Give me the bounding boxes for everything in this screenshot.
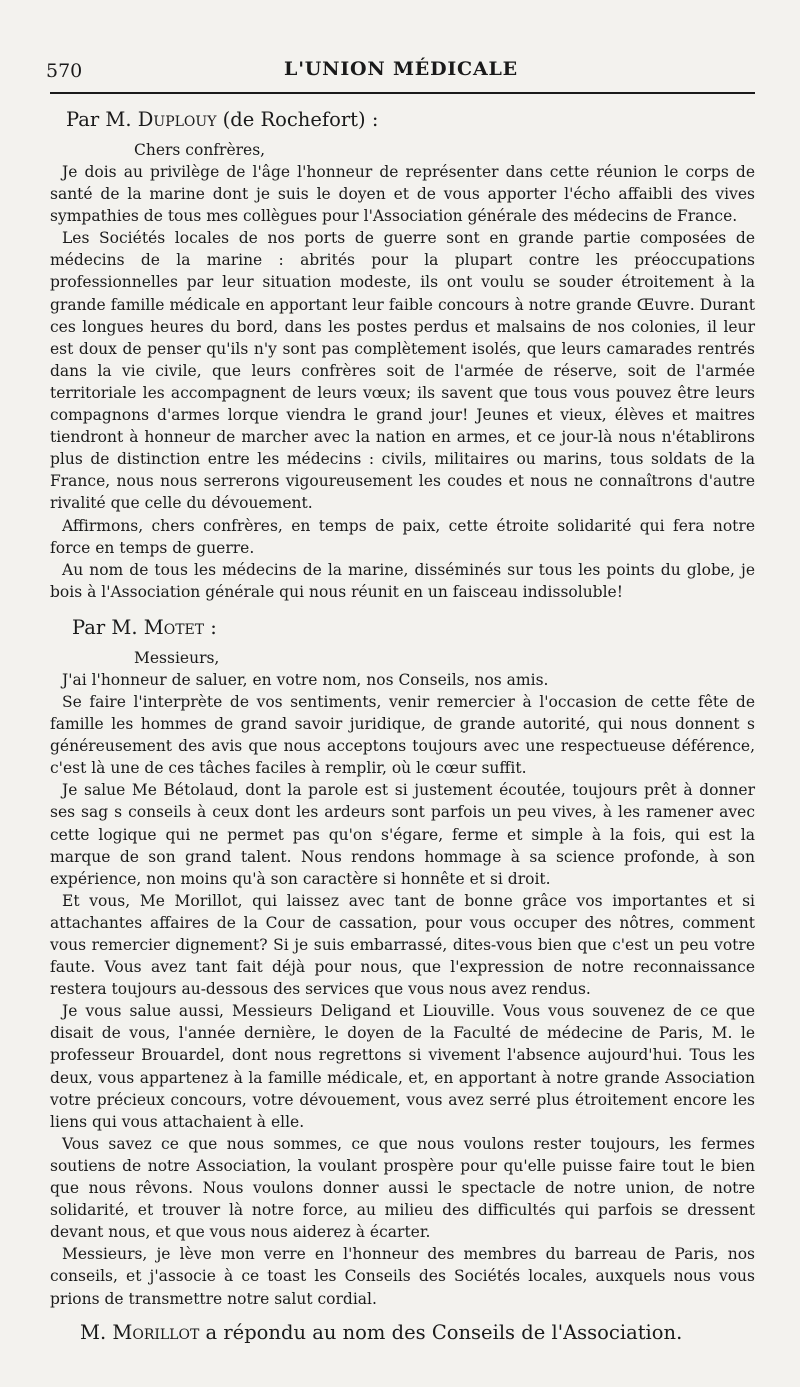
speaker-name: Motet	[143, 615, 205, 639]
closing-line: M. Morillot a répondu au nom des Conseils de l'Association.	[80, 1320, 683, 1344]
paragraph: Au nom de tous les médecins de la marine, disséminés sur tous les points du globe, je bois à l'Association générale qui nous réunit en un faisceau indissoluble!	[50, 560, 755, 601]
header-rule	[50, 92, 755, 94]
page-number: 570	[46, 60, 83, 82]
salutation: Messieurs,	[134, 648, 220, 667]
page-header	[46, 58, 756, 88]
article-body	[50, 105, 755, 1348]
speaker-name: Duplouy	[137, 108, 217, 131]
speaker-heading-duplouy: Par M. Duplouy (de Rochefort) :	[66, 108, 379, 131]
paragraph: Je vous salue aussi, Messieurs Deligand et Liouville. Vous vous souvenez de ce que disait de vous, l'année dernière, le doyen de la Faculté de médecine de Paris, M. le professeur Brouardel, dont nous regrettons si vivement l'absence aujourd'hui. Tous les deux, vous appartenez à la famille médicale, et, en apportant à notre grande Association votre précieux concours, votre dévouement, vous avez serré plus étroitement encore les liens qui vous attachaient à elle.	[50, 1002, 755, 1131]
paragraph: Messieurs, je lève mon verre en l'honneur des membres du barreau de Paris, nos conseils, et j'associe à ce toast les Conseils des Sociétés locales, auxquels nous vous prions de transmettre notre salut cordial.	[50, 1245, 755, 1308]
paragraph: Affirmons, chers confrères, en temps de paix, cette étroite solidarité qui fera notre force en temps de guerre.	[50, 516, 755, 557]
paragraph: Je salue Me Bétolaud, dont la parole est si justement écoutée, toujours prêt à donner ses sag s conseils à ceux dont les ardeurs sont parfois un peu vives, à les ramener avec cette logique qui ne permet pas qu'on s'égare, ferme et simple à la fois, qui est la marque de son grand talent. Nous rendons hommage à sa science profonde, à son expérience, non moins qu'à son caractère si honnête et si droit.	[50, 781, 755, 888]
paragraph: Je dois au privilège de l'âge l'honneur de représenter dans cette réunion le corps de santé de la marine dont je suis le doyen et de vous apporter l'écho affaibli des vives sympathies de tous mes collègues pour l'Association générale des médecins de France.	[50, 163, 755, 226]
paragraph: Les Sociétés locales de nos ports de guerre sont en grande partie composées de médecins de la marine : abrités pour la plupart contre les préoccupations professionnelles par leur situation modeste, ils ont voulu se souder étroitement à la grande famille médicale en apportant leur faible concours à notre grande Œuvre. Durant ces longues heures du bord, dans les postes perdus et malsains de nos colonies, il leur est doux de penser qu'ils n'y sont pas complètement isolés, que leurs camarades rentrés dans la vie civile, que leurs confrères soit de l'armée de réserve, soit de l'armée territoriale les accompagnent de leurs vœux; ils savent que tous vous pouvez être leurs compagnons d'armes lorque viendra le grand jour! Jeunes et vieux, élèves et maitres tiendront à honneur de marcher avec la nation en armes, et ce jour-là nous n'établirons plus de distinction entre les médecins : civils, militaires ou marins, tous soldats de la France, nous nous serrerons vigoureusement les coudes et nous ne connaîtrons d'autre rivalité que celle du dévouement.	[50, 229, 755, 513]
paragraph: Vous savez ce que nous sommes, ce que nous voulons rester toujours, les fermes soutiens de notre Association, la voulant prospère pour qu'elle puisse faire tout le bien que nous rêvons. Nous voulons donner aussi le spectacle de notre union, de notre solidarité, et trouver là notre force, au milieu des difficultés qui parfois se dressent devant nous, et que vous nous aiderez à écarter.	[50, 1134, 755, 1242]
journal-title: L'UNION MÉDICALE	[284, 58, 518, 80]
paragraph: Et vous, Me Morillot, qui laissez avec tant de bonne grâce vos importantes et si attachantes affaires de la Cour de cassation, pour vous occuper des nôtres, comment vous remercier dignement? Si je suis embarrassé, dites-vous bien que c'est un peu votre faute. Vous avez tant fait déjà pour nous, que l'expression de notre reconnaissance restera toujours au-dessous des services que vous nous avez rendus.	[50, 891, 755, 999]
speaker-heading-motet: Par M. Motet :	[72, 615, 217, 639]
salutation: Chers confrères,	[134, 141, 266, 159]
paragraph: Se faire l'interprète de vos sentiments, venir remercier à l'occasion de cette fête de famille les hommes de grand savoir juridique, de grande autorité, qui nous donnent s généreusement des avis que nous acceptons toujours avec une respectueuse déférence, c'est là une de ces tâches faciles à remplir, où le cœur suffit.	[50, 692, 755, 778]
respondent-name: Morillot	[112, 1320, 200, 1344]
paragraph: J'ai l'honneur de saluer, en votre nom, nos Conseils, nos amis.	[62, 670, 549, 689]
